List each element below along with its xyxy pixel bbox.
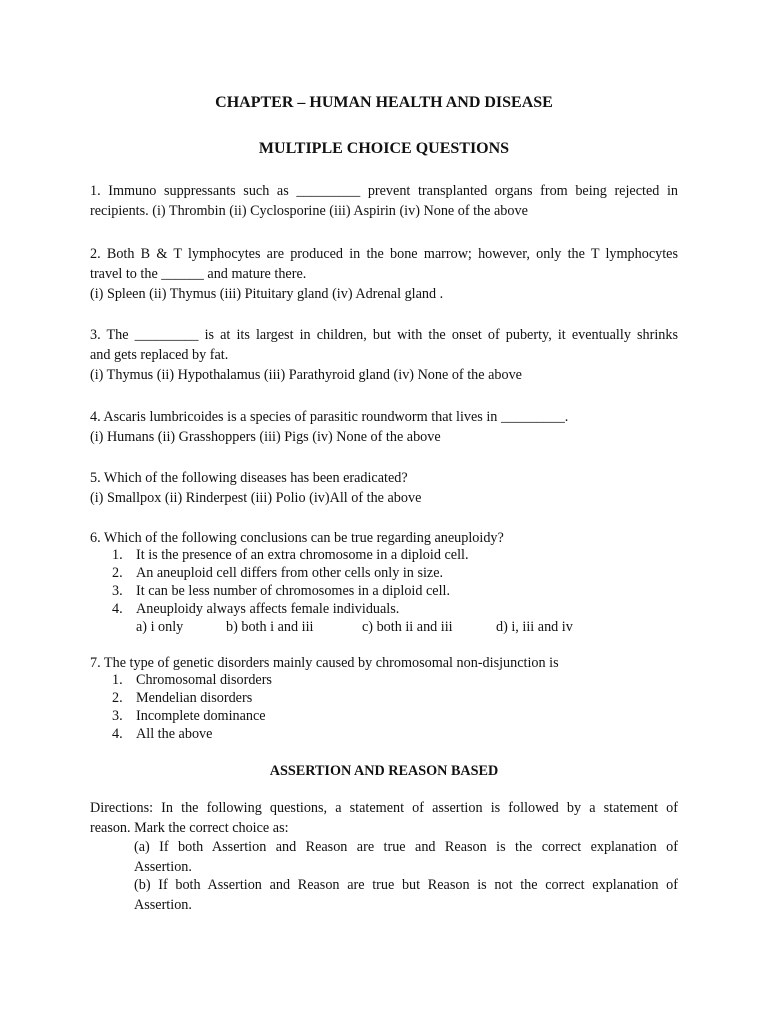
list-item: 1. Chromosomal disorders xyxy=(112,672,272,688)
list-item: 4. Aneuploidy always affects female individuals. xyxy=(112,601,400,617)
question-4-line-1: 4. Ascaris lumbricoides is a species of parasitic roundworm that lives in _________. xyxy=(90,409,569,425)
directions xyxy=(90,798,678,838)
choice-a xyxy=(134,837,678,877)
question-4-options: (i) Humans (ii) Grasshoppers (iii) Pigs (iv) None of the above xyxy=(90,429,441,445)
choice-a-line-1: (a) If both Assertion and Reason are true and Reason is the correct explanation of xyxy=(134,839,678,855)
question-1-line-1: 1. Immuno suppressants such as _________ prevent transplanted organs from being rejected in xyxy=(90,183,678,199)
question-2-line-2: travel to the ______ and mature there. xyxy=(90,266,307,282)
list-item: 1. It is the presence of an extra chromosome in a diploid cell. xyxy=(112,547,469,563)
question-3-line-2: and gets replaced by fat. xyxy=(90,347,229,363)
choice-b xyxy=(134,875,678,915)
question-7-options xyxy=(90,671,678,743)
section-heading-assertion-reason: ASSERTION AND REASON BASED xyxy=(269,763,499,779)
choice-b-line-1: (b) If both Assertion and Reason are true but Reason is not the correct explanation of xyxy=(134,877,678,893)
question-3 xyxy=(90,325,678,385)
question-7-stem: 7. The type of genetic disorders mainly caused by chromosomal non-disjunction is xyxy=(90,655,559,671)
option-c: c) both ii and iii xyxy=(362,619,453,635)
list-item: 3. Incomplete dominance xyxy=(112,708,266,724)
question-2 xyxy=(90,244,678,304)
question-1-line-2: recipients. (i) Thrombin (ii) Cyclosporine (iii) Aspirin (iv) None of the above xyxy=(90,203,528,219)
question-3-options: (i) Thymus (ii) Hypothalamus (iii) Parathyroid gland (iv) None of the above xyxy=(90,367,522,383)
question-3-line-1: 3. The _________ is at its largest in children, but with the onset of puberty, it eventually shrinks xyxy=(90,327,678,343)
question-1 xyxy=(90,181,678,221)
list-item: 3. It can be less number of chromosomes in a diploid cell. xyxy=(112,583,451,599)
list-item: 2. Mendelian disorders xyxy=(112,690,253,706)
list-item: 2. An aneuploid cell differs from other cells only in size. xyxy=(112,565,444,581)
choice-b-line-2: Assertion. xyxy=(134,897,192,913)
section-heading-mcq: MULTIPLE CHOICE QUESTIONS xyxy=(258,140,510,157)
choice-a-line-2: Assertion. xyxy=(134,859,192,875)
question-6-options-row xyxy=(90,618,678,636)
question-4 xyxy=(90,407,678,447)
chapter-title: CHAPTER – HUMAN HEALTH AND DISEASE xyxy=(215,94,553,111)
option-d: d) i, iii and iv xyxy=(496,619,573,635)
question-2-options: (i) Spleen (ii) Thymus (iii) Pituitary gland (iv) Adrenal gland . xyxy=(90,286,444,302)
question-5-options: (i) Smallpox (ii) Rinderpest (iii) Polio (iv)All of the above xyxy=(90,490,422,506)
question-5-line-1: 5. Which of the following diseases has been eradicated? xyxy=(90,470,408,486)
option-b: b) both i and iii xyxy=(226,619,314,635)
list-item: 4. All the above xyxy=(112,726,213,742)
question-6-stem: 6. Which of the following conclusions can be true regarding aneuploidy? xyxy=(90,530,504,546)
directions-line-1: Directions: In the following questions, a statement of assertion is followed by a statement of xyxy=(90,800,678,816)
question-2-line-1: 2. Both B & T lymphocytes are produced in the bone marrow; however, only the T lymphocytes xyxy=(90,246,678,262)
question-5 xyxy=(90,468,678,508)
question-6-statements xyxy=(90,546,678,636)
directions-line-2: reason. Mark the correct choice as: xyxy=(90,820,289,836)
option-a: a) i only xyxy=(136,619,184,635)
